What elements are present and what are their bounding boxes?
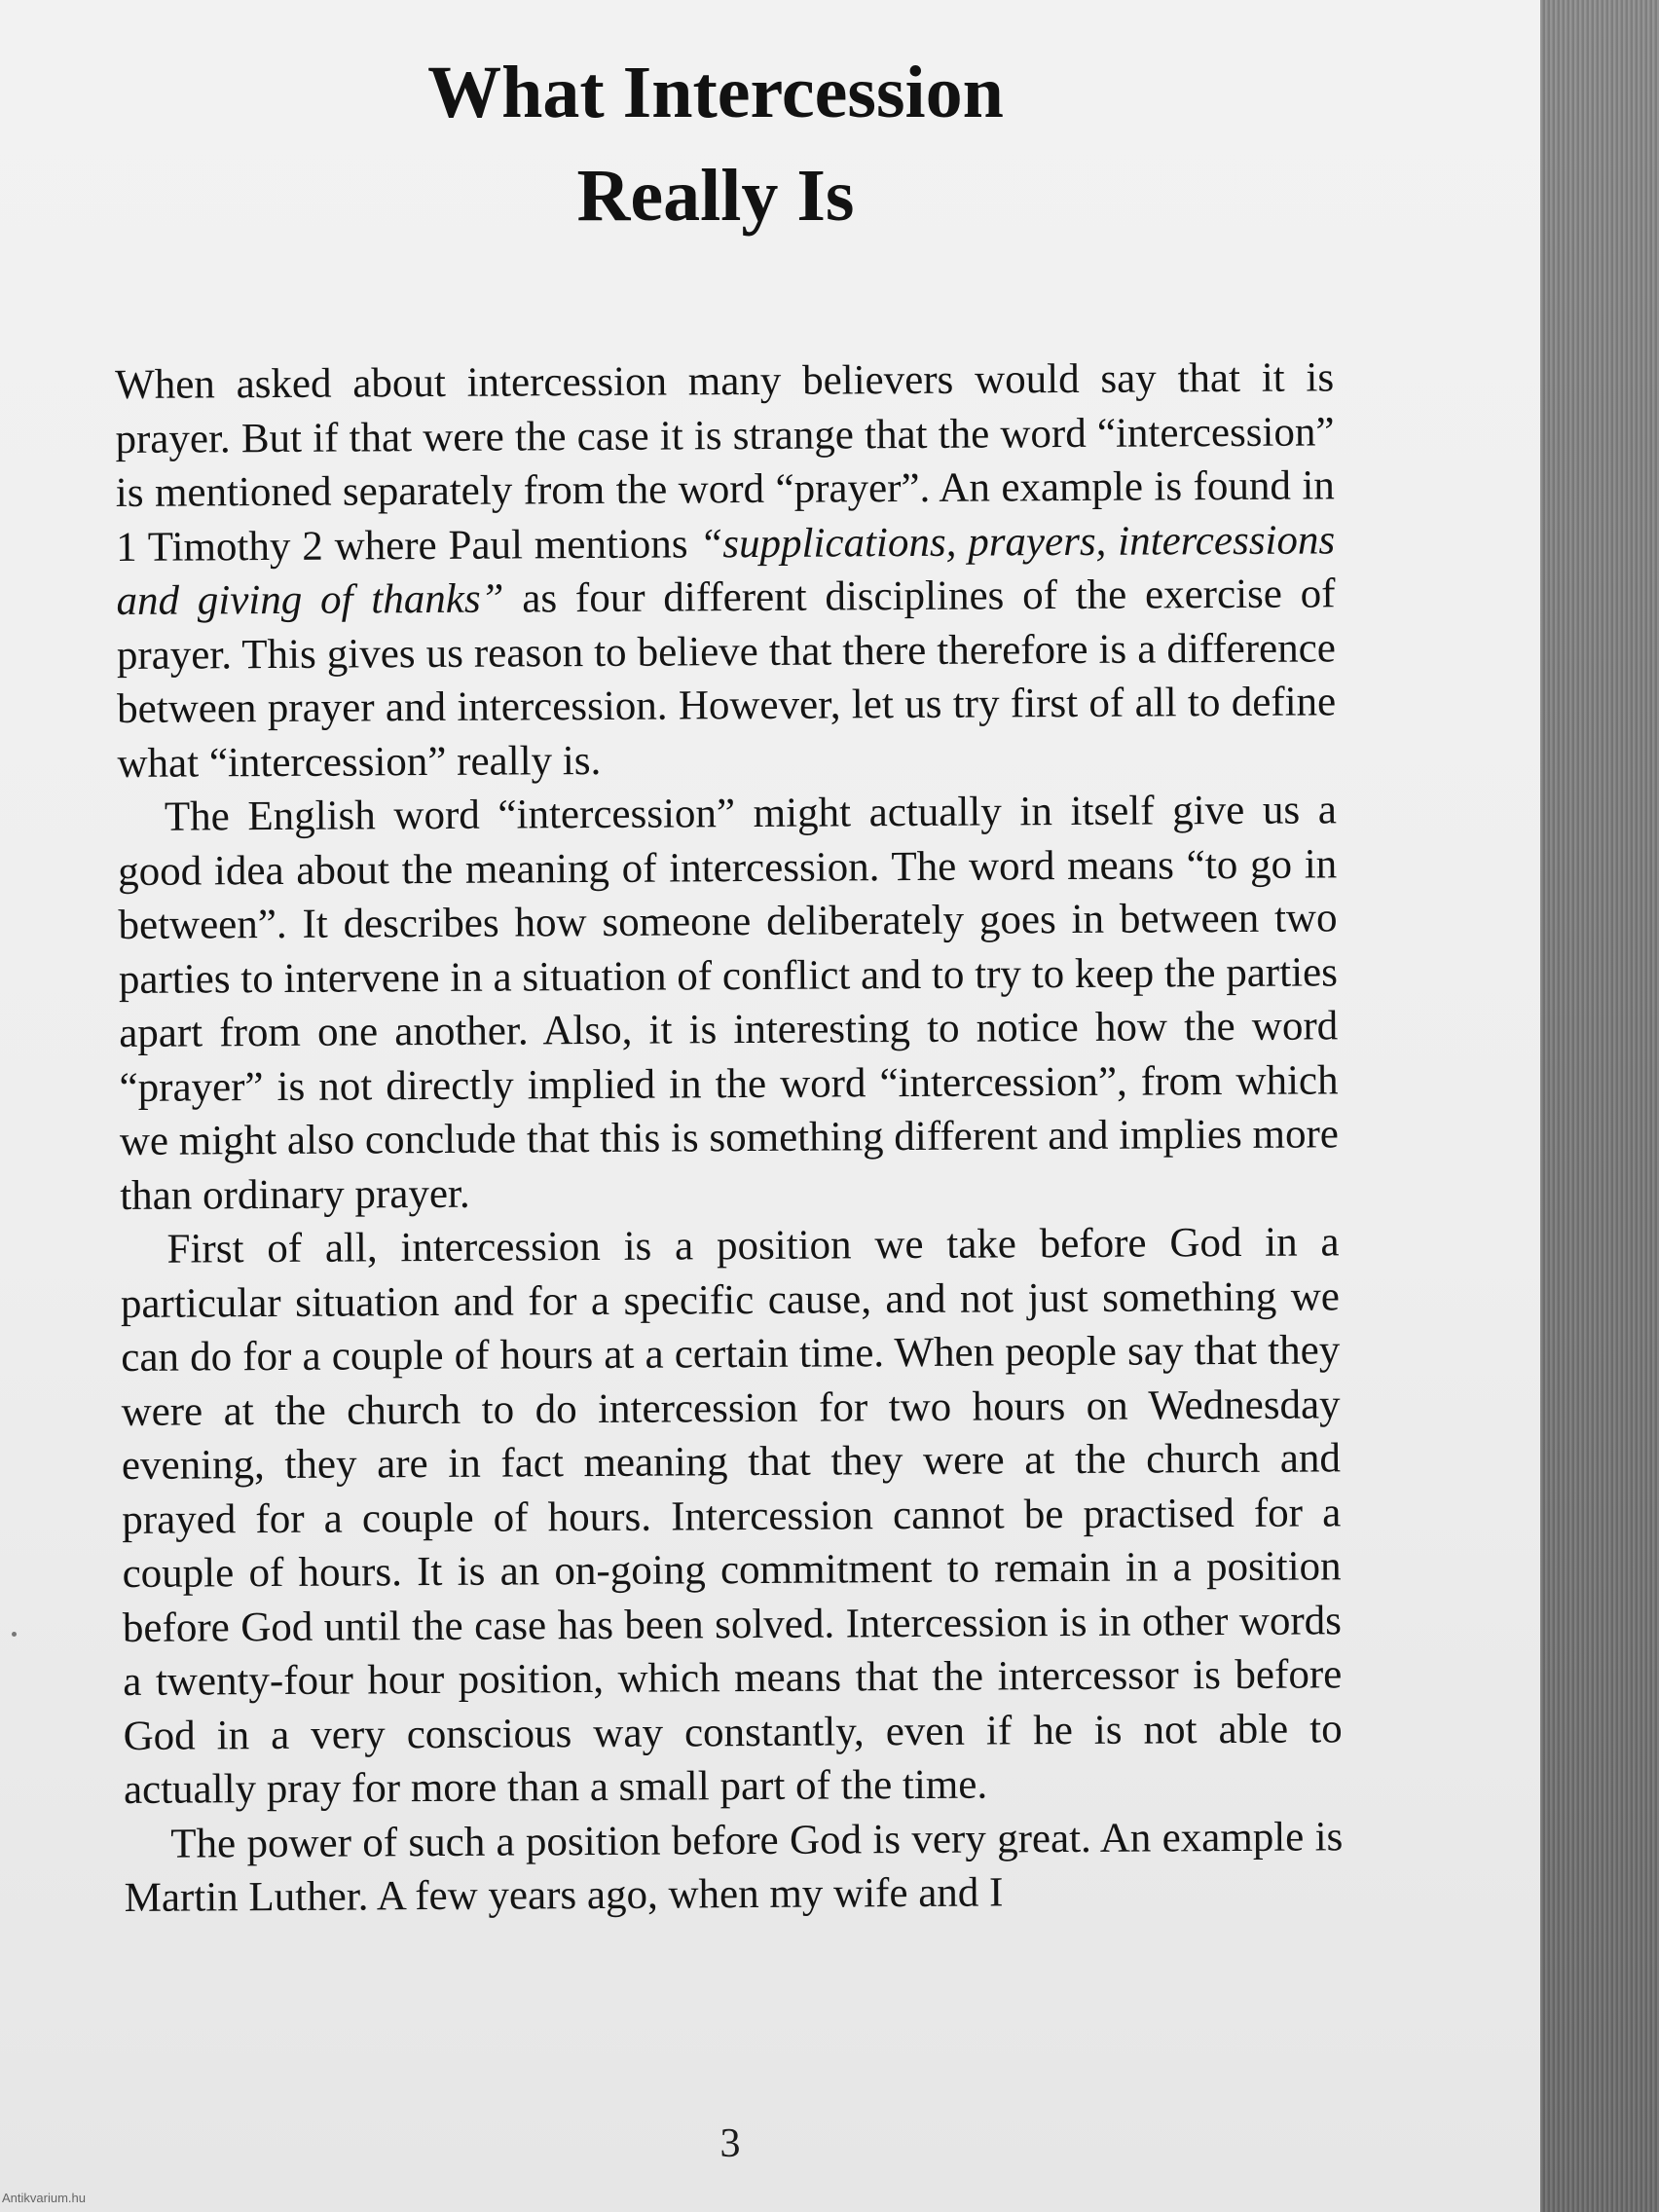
page-stack-edge <box>1540 0 1659 2212</box>
page-number: 3 <box>719 2121 741 2166</box>
watermark: Antikvarium.hu <box>2 2191 86 2205</box>
dust-speck <box>12 1632 17 1637</box>
paragraph-4: The power of such a position before God is very great. An example is Martin Luther. A few years ago, when my wife and I <box>124 1813 1344 1921</box>
paragraph-1-text-b: as four different disciplines of the exercise of prayer. This gives us reason to believe that there therefore is a difference between prayer and intercession. However, let us try first of all to define what “intercession” really is. <box>116 571 1337 787</box>
chapter-title-line-2: Really Is <box>576 155 855 237</box>
chapter-title-line-1: What Intercession <box>427 52 1004 133</box>
paragraph-1-text-a: When asked about intercession many believers would say that it is prayer. But if that were the case it is strange that the word “intercession” is mentioned separately from the word “prayer”. An example is found in 1 Timothy 2 where Paul mentions <box>115 354 1335 571</box>
paragraph-2: The English word “intercession” might actually in itself give us a good idea about the meaning of intercession. The word means “to go in between”. It describes how someone deliberately goes in between two parties to intervene in a situation of conflict and to try to keep the parties apart from one another. Also, it is interesting to notice how the word “prayer” is not directly implied in the word “intercession”, from which we might also conclude that this is something different and implies more than ordinary prayer. <box>118 787 1340 1219</box>
paragraph-1 <box>115 350 1337 791</box>
chapter-title <box>0 41 1431 247</box>
paragraph-3: First of all, intercession is a position we take before God in a particular situation and for a specific cause, and not just something we can do for a couple of hours at a certain time. When people say that they were at the church to do intercession for two hours on Wednesday evening, they are in fact meaning that they were at the church and prayed for a couple of hours. Intercession cannot be practised for a couple of hours. It is an on-going commitment to remain in a position before God until the case has been solved. Intercession is in other words a twenty-four hour position, which means that the intercessor is before God in a very conscious way constantly, even if he is not able to actually pray for more than a small part of the time. <box>120 1219 1343 1813</box>
scripture-quote: “supplications, prayers, intercessions and giving of thanks” <box>116 516 1336 624</box>
body-text <box>115 350 1344 1925</box>
